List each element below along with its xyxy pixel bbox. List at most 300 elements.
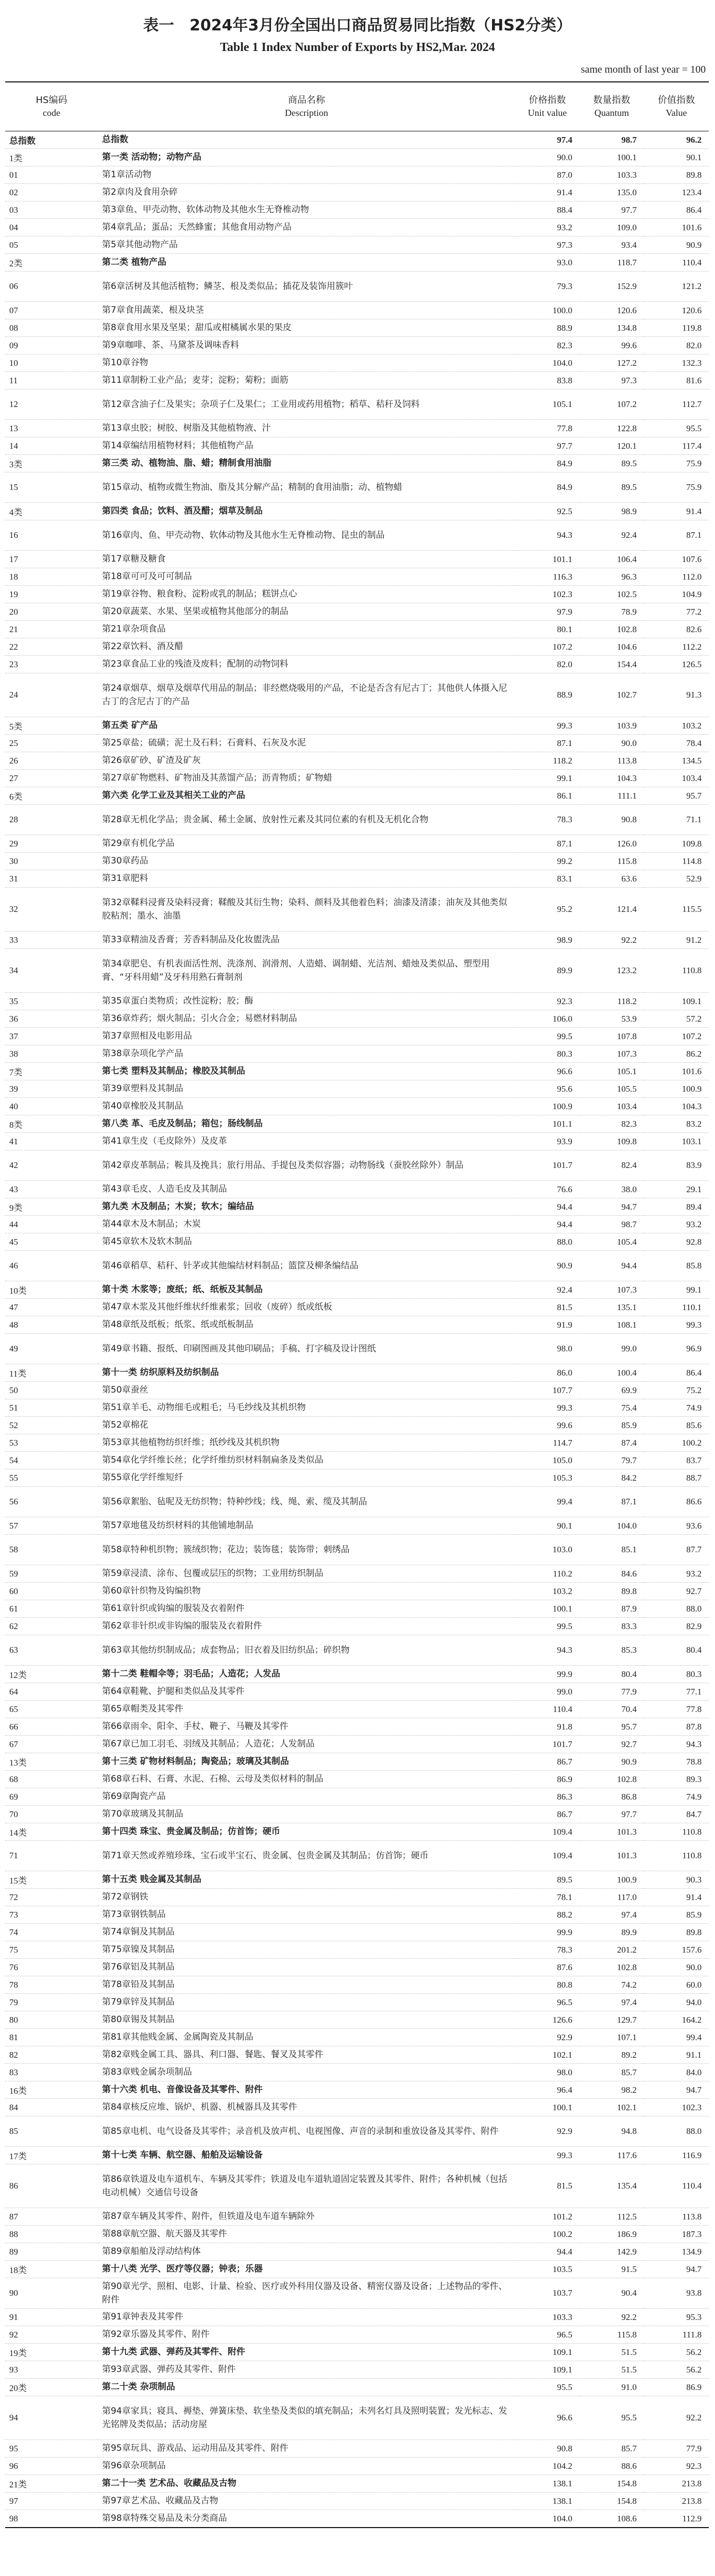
cell-unit-value: 93.2 <box>515 219 580 236</box>
cell-unit-value: 93.0 <box>515 254 580 272</box>
cell-value: 100.2 <box>644 1434 709 1452</box>
cell-unit-value: 90.8 <box>515 2440 580 2458</box>
cell-value: 213.8 <box>644 2493 709 2510</box>
cell-quantum: 85.1 <box>580 1535 644 1565</box>
cell-description: 第八类 革、毛皮及制品；箱包；肠线制品 <box>98 1115 515 1133</box>
cell-description: 第26章矿砂、矿渣及矿灰 <box>98 752 515 770</box>
table-row <box>5 1535 709 1565</box>
cell-value: 75.2 <box>644 1382 709 1399</box>
section-row <box>5 2344 709 2361</box>
cell-unit-value: 84.9 <box>515 472 580 503</box>
cell-quantum: 135.1 <box>580 1299 644 1316</box>
cell-description: 第十九类 武器、弹药及其零件、附件 <box>98 2344 515 2361</box>
cell-quantum: 92.7 <box>580 1736 644 1753</box>
cell-description: 第66章雨伞、阳伞、手杖、鞭子、马鞭及其零件 <box>98 1718 515 1736</box>
cell-description: 第85章电机、电气设备及其零件；录音机及放声机、电视图像、声音的录制和重放设备及其零件、附件 <box>98 2116 515 2147</box>
cell-value: 87.8 <box>644 1718 709 1736</box>
cell-quantum: 87.9 <box>580 1600 644 1618</box>
table-row <box>5 551 709 568</box>
cell-unit-value: 101.7 <box>515 1736 580 1753</box>
cell-unit-value: 100.9 <box>515 1098 580 1115</box>
cell-quantum: 53.9 <box>580 1010 644 1028</box>
cell-quantum: 154.4 <box>580 656 644 673</box>
cell-quantum: 102.8 <box>580 1771 644 1788</box>
cell-unit-value: 91.4 <box>515 184 580 201</box>
table-row <box>5 1045 709 1063</box>
cell-quantum: 77.9 <box>580 1683 644 1701</box>
cell-quantum: 95.7 <box>580 1718 644 1736</box>
cell-description: 第46章稻草、秸秆、针茅或其他编结材料制品；篮筐及柳条编结品 <box>98 1251 515 1281</box>
table-row <box>5 1251 709 1281</box>
table-row <box>5 2458 709 2475</box>
cell-code: 37 <box>5 1028 98 1045</box>
table-row <box>5 302 709 319</box>
cell-description: 第49章书籍、报纸、印刷图画及其他印刷品；手稿、打字稿及设计图纸 <box>98 1334 515 1364</box>
cell-value: 101.6 <box>644 219 709 236</box>
cell-code: 26 <box>5 752 98 770</box>
table-row <box>5 1736 709 1753</box>
cell-description: 第36章炸药；烟火制品；引火合金；易燃材料制品 <box>98 1010 515 1028</box>
cell-code: 48 <box>5 1316 98 1334</box>
cell-quantum: 89.5 <box>580 455 644 472</box>
table-row <box>5 2243 709 2261</box>
table-row <box>5 1382 709 1399</box>
cell-value: 134.9 <box>644 2243 709 2261</box>
table-row <box>5 1788 709 1806</box>
cell-description: 第78章铅及其制品 <box>98 1976 515 1994</box>
cell-description: 第97章艺术品、收藏品及古物 <box>98 2493 515 2510</box>
cell-quantum: 108.6 <box>580 2510 644 2528</box>
table-row <box>5 1517 709 1535</box>
cell-unit-value: 94.4 <box>515 1216 580 1233</box>
cell-quantum: 112.5 <box>580 2208 644 2226</box>
cell-quantum: 103.4 <box>580 1098 644 1115</box>
cell-value: 95.3 <box>644 2309 709 2326</box>
table-row <box>5 2326 709 2344</box>
cell-unit-value: 89.9 <box>515 949 580 993</box>
cell-value: 87.7 <box>644 1535 709 1565</box>
cell-value: 89.8 <box>644 1924 709 1941</box>
cell-quantum: 118.7 <box>580 254 644 272</box>
cell-code: 75 <box>5 1941 98 1959</box>
cell-code: 44 <box>5 1216 98 1233</box>
cell-unit-value: 102.1 <box>515 2046 580 2064</box>
cell-description: 第十六类 机电、音像设备及其零件、附件 <box>98 2081 515 2099</box>
cell-value: 83.9 <box>644 1150 709 1181</box>
cell-unit-value: 99.0 <box>515 1683 580 1701</box>
cell-value: 82.0 <box>644 337 709 354</box>
cell-quantum: 89.2 <box>580 2046 644 2064</box>
table-row <box>5 1299 709 1316</box>
cell-quantum: 104.0 <box>580 1517 644 1535</box>
cell-code: 9类 <box>5 1198 98 1216</box>
cell-quantum: 90.0 <box>580 735 644 752</box>
cell-value: 91.4 <box>644 1889 709 1906</box>
cell-code: 13类 <box>5 1753 98 1771</box>
table-row <box>5 1434 709 1452</box>
cell-quantum: 79.7 <box>580 1452 644 1469</box>
cell-code: 3类 <box>5 455 98 472</box>
cell-value: 187.3 <box>644 2226 709 2243</box>
cell-value: 71.1 <box>644 805 709 835</box>
column-header-value: 价值指数 Value <box>658 95 695 118</box>
cell-code: 81 <box>5 2029 98 2046</box>
cell-description: 第64章鞋靴、护腿和类似品及其零件 <box>98 1683 515 1701</box>
cell-code: 57 <box>5 1517 98 1535</box>
section-row <box>5 787 709 805</box>
cell-value: 103.4 <box>644 770 709 787</box>
cell-quantum: 105.5 <box>580 1080 644 1098</box>
cell-value: 92.7 <box>644 1583 709 1600</box>
table-row <box>5 1959 709 1976</box>
cell-description: 第75章镍及其制品 <box>98 1941 515 1959</box>
cell-quantum: 108.1 <box>580 1316 644 1334</box>
cell-unit-value: 84.9 <box>515 455 580 472</box>
table-row <box>5 437 709 455</box>
cell-value: 88.7 <box>644 1469 709 1487</box>
cell-unit-value: 90.0 <box>515 149 580 166</box>
cell-code: 08 <box>5 319 98 337</box>
cell-code: 93 <box>5 2361 98 2379</box>
cell-code: 92 <box>5 2326 98 2344</box>
table-row <box>5 805 709 835</box>
cell-code: 25 <box>5 735 98 752</box>
cell-quantum: 80.4 <box>580 1666 644 1683</box>
cell-code: 19 <box>5 586 98 603</box>
cell-description: 第63章其他纺织制成品；成套物品；旧衣着及旧纺织品；碎织物 <box>98 1635 515 1666</box>
column-header-quantum: 数量指数 Quantum <box>593 95 631 118</box>
cell-unit-value: 94.3 <box>515 520 580 551</box>
table-row <box>5 1583 709 1600</box>
cell-unit-value: 95.6 <box>515 1080 580 1098</box>
cell-description: 第十五类 贱金属及其制品 <box>98 1871 515 1889</box>
cell-code: 32 <box>5 888 98 931</box>
cell-value: 111.8 <box>644 2326 709 2344</box>
table-row <box>5 1941 709 1959</box>
cell-value: 86.4 <box>644 1364 709 1382</box>
cell-description: 第13章虫胶；树胶、树脂及其他植物液、汁 <box>98 420 515 437</box>
cell-unit-value: 87.1 <box>515 835 580 853</box>
cell-description: 第54章化学纤维长丝；化学纤维纺织材料制扁条及类似品 <box>98 1452 515 1469</box>
cell-value: 88.0 <box>644 1600 709 1618</box>
cell-quantum: 94.4 <box>580 1251 644 1281</box>
cell-description: 第91章钟表及其零件 <box>98 2309 515 2326</box>
cell-description: 第32章鞣料浸膏及染料浸膏；鞣酸及其衍生物；染料、颜料及其他着色料；油漆及清漆；油灰及其他类似胶粘剂；墨水、油墨 <box>98 888 515 931</box>
cell-quantum: 93.4 <box>580 236 644 254</box>
cell-description: 第30章药品 <box>98 853 515 870</box>
cell-code: 64 <box>5 1683 98 1701</box>
table-row <box>5 1635 709 1666</box>
section-row <box>5 717 709 735</box>
cell-unit-value: 102.3 <box>515 586 580 603</box>
cell-description: 第十三类 矿物材料制品；陶瓷品；玻璃及其制品 <box>98 1753 515 1771</box>
cell-value: 99.3 <box>644 1316 709 1334</box>
cell-code: 20 <box>5 603 98 621</box>
cell-code: 82 <box>5 2046 98 2064</box>
cell-quantum: 104.3 <box>580 770 644 787</box>
cell-description: 第93章武器、弹药及其零件、附件 <box>98 2361 515 2379</box>
table-row <box>5 1010 709 1028</box>
section-row <box>5 2261 709 2278</box>
cell-code: 63 <box>5 1635 98 1666</box>
cell-value: 86.4 <box>644 201 709 219</box>
cell-quantum: 63.6 <box>580 870 644 888</box>
cell-unit-value: 94.4 <box>515 1198 580 1216</box>
cell-code: 15类 <box>5 1871 98 1889</box>
cell-description: 第51章羊毛、动物细毛或粗毛；马毛纱线及其机织物 <box>98 1399 515 1417</box>
cell-description: 第28章无机化学品；贵金属、稀土金属、放射性元素及其同位素的有机及无机化合物 <box>98 805 515 835</box>
cell-quantum: 82.4 <box>580 1150 644 1181</box>
cell-unit-value: 88.9 <box>515 319 580 337</box>
cell-description: 第62章非针织或非钩编的服装及衣着附件 <box>98 1618 515 1635</box>
cell-code: 76 <box>5 1959 98 1976</box>
cell-unit-value: 114.7 <box>515 1434 580 1452</box>
table-row <box>5 1565 709 1583</box>
cell-code: 16 <box>5 520 98 551</box>
cell-unit-value: 80.1 <box>515 621 580 638</box>
cell-value: 120.6 <box>644 302 709 319</box>
cell-description: 第18章可可及可可制品 <box>98 568 515 586</box>
cell-unit-value: 86.9 <box>515 1771 580 1788</box>
cell-unit-value: 86.0 <box>515 1364 580 1382</box>
cell-description: 第95章玩具、游戏品、运动用品及其零件、附件 <box>98 2440 515 2458</box>
cell-value: 85.6 <box>644 1417 709 1434</box>
cell-description: 第87章车辆及其零件、附件，但铁道及电车道车辆除外 <box>98 2208 515 2226</box>
cell-description: 第60章针织物及钩编织物 <box>98 1583 515 1600</box>
cell-value: 57.2 <box>644 1010 709 1028</box>
cell-code: 65 <box>5 1701 98 1718</box>
table-row <box>5 1841 709 1871</box>
cell-value: 110.8 <box>644 1841 709 1871</box>
cell-value: 119.8 <box>644 319 709 337</box>
cell-description: 第90章光学、照相、电影、计量、检验、医疗或外科用仪器及设备、精密仪器及设备；上述物品的零件、附件 <box>98 2278 515 2309</box>
cell-description: 第92章乐器及其零件、附件 <box>98 2326 515 2344</box>
table-row <box>5 1098 709 1115</box>
cell-unit-value: 99.2 <box>515 853 580 870</box>
cell-code: 31 <box>5 870 98 888</box>
total-row <box>5 131 709 149</box>
cell-value: 77.9 <box>644 2440 709 2458</box>
cell-quantum: 87.1 <box>580 1487 644 1517</box>
cell-unit-value: 100.2 <box>515 2226 580 2243</box>
cell-quantum: 117.6 <box>580 2147 644 2164</box>
cell-code: 53 <box>5 1434 98 1452</box>
cell-code: 21类 <box>5 2475 98 2493</box>
cell-unit-value: 105.0 <box>515 1452 580 1469</box>
cell-quantum: 102.8 <box>580 1959 644 1976</box>
cell-value: 95.5 <box>644 420 709 437</box>
cell-description: 第47章木浆及其他纤维状纤维素浆；回收（废碎）纸或纸板 <box>98 1299 515 1316</box>
cell-value: 115.5 <box>644 888 709 931</box>
table-row <box>5 2440 709 2458</box>
cell-code: 13 <box>5 420 98 437</box>
cell-value: 77.1 <box>644 1683 709 1701</box>
cell-value: 74.9 <box>644 1788 709 1806</box>
cell-quantum: 84.6 <box>580 1565 644 1583</box>
cell-value: 103.1 <box>644 1133 709 1150</box>
cell-code: 83 <box>5 2064 98 2081</box>
cell-value: 29.1 <box>644 1181 709 1198</box>
cell-description: 第86章铁道及电车道机车、车辆及其零件；铁道及电车道轨道固定装置及其零件、附件；各种机械（包括电动机械）交通信号设备 <box>98 2164 515 2208</box>
cell-description: 第34章肥皂、有机表面活性剂、洗涤剂、润滑剂、人造蜡、调制蜡、光洁剂、蜡烛及类似品、塑型用膏、“牙科用蜡”及牙科用熟石膏制剂 <box>98 949 515 993</box>
cell-description: 总指数 <box>98 131 515 149</box>
table-row <box>5 835 709 853</box>
cell-unit-value: 97.3 <box>515 236 580 254</box>
table-row <box>5 1216 709 1233</box>
cell-description: 第68章石料、石膏、水泥、石棉、云母及类似材料的制品 <box>98 1771 515 1788</box>
table-row <box>5 735 709 752</box>
cell-unit-value: 86.7 <box>515 1806 580 1823</box>
section-row <box>5 1198 709 1216</box>
cell-value: 92.3 <box>644 2458 709 2475</box>
section-row <box>5 1364 709 1382</box>
cell-value: 86.6 <box>644 1487 709 1517</box>
cell-quantum: 102.5 <box>580 586 644 603</box>
cell-unit-value: 77.8 <box>515 420 580 437</box>
section-row <box>5 1063 709 1080</box>
cell-quantum: 102.7 <box>580 673 644 717</box>
table-row <box>5 1316 709 1334</box>
cell-code: 09 <box>5 337 98 354</box>
cell-unit-value: 104.0 <box>515 354 580 372</box>
cell-description: 第六类 化学工业及其相关工业的产品 <box>98 787 515 805</box>
table-row <box>5 2493 709 2510</box>
cell-unit-value: 95.5 <box>515 2379 580 2396</box>
cell-quantum: 118.2 <box>580 993 644 1010</box>
cell-unit-value: 78.1 <box>515 1889 580 1906</box>
cell-code: 50 <box>5 1382 98 1399</box>
cell-unit-value: 107.7 <box>515 1382 580 1399</box>
cell-quantum: 186.9 <box>580 2226 644 2243</box>
cell-description: 第21章杂项食品 <box>98 621 515 638</box>
cell-unit-value: 99.1 <box>515 770 580 787</box>
cell-quantum: 69.9 <box>580 1382 644 1399</box>
cell-value: 107.2 <box>644 1028 709 1045</box>
cell-quantum: 101.3 <box>580 1841 644 1871</box>
cell-code: 1类 <box>5 149 98 166</box>
table-row <box>5 1150 709 1181</box>
cell-code: 12 <box>5 389 98 420</box>
cell-value: 88.0 <box>644 2116 709 2147</box>
table-row <box>5 1028 709 1045</box>
cell-code: 62 <box>5 1618 98 1635</box>
cell-code: 17类 <box>5 2147 98 2164</box>
cell-code: 8类 <box>5 1115 98 1133</box>
cell-code: 16类 <box>5 2081 98 2099</box>
cell-value: 82.9 <box>644 1618 709 1635</box>
cell-code: 15 <box>5 472 98 503</box>
cell-description: 第十七类 车辆、航空器、船舶及运输设备 <box>98 2147 515 2164</box>
cell-unit-value: 103.3 <box>515 2309 580 2326</box>
cell-unit-value: 79.3 <box>515 272 580 302</box>
cell-value: 89.4 <box>644 1198 709 1216</box>
cell-quantum: 51.5 <box>580 2361 644 2379</box>
table-row <box>5 1133 709 1150</box>
cell-unit-value: 116.3 <box>515 568 580 586</box>
cell-unit-value: 96.5 <box>515 1994 580 2011</box>
cell-unit-value: 96.4 <box>515 2081 580 2099</box>
cell-code: 85 <box>5 2116 98 2147</box>
cell-description: 第44章木及木制品；木炭 <box>98 1216 515 1233</box>
cell-code: 51 <box>5 1399 98 1417</box>
section-row <box>5 1666 709 1683</box>
table-row <box>5 272 709 302</box>
cell-description: 第70章玻璃及其制品 <box>98 1806 515 1823</box>
cell-value: 93.2 <box>644 1565 709 1583</box>
cell-quantum: 85.7 <box>580 2064 644 2081</box>
cell-quantum: 98.7 <box>580 1216 644 1233</box>
cell-unit-value: 109.1 <box>515 2344 580 2361</box>
cell-quantum: 86.8 <box>580 1788 644 1806</box>
cell-description: 第10章谷物 <box>98 354 515 372</box>
table-row <box>5 1452 709 1469</box>
table-row <box>5 949 709 993</box>
cell-quantum: 201.2 <box>580 1941 644 1959</box>
cell-description: 第四类 食品；饮料、酒及醋；烟草及制品 <box>98 503 515 520</box>
table-row <box>5 1889 709 1906</box>
cell-description: 第48章纸及纸板；纸浆、纸或纸板制品 <box>98 1316 515 1334</box>
cell-quantum: 105.1 <box>580 1063 644 1080</box>
cell-quantum: 154.8 <box>580 2475 644 2493</box>
cell-description: 第67章已加工羽毛、羽绒及其制品；人造花；人发制品 <box>98 1736 515 1753</box>
cell-quantum: 97.4 <box>580 1906 644 1924</box>
cell-value: 91.3 <box>644 673 709 717</box>
page-subtitle-en: Table 1 Index Number of Exports by HS2,Mar. 2024 <box>220 41 495 54</box>
cell-unit-value: 94.4 <box>515 2243 580 2261</box>
cell-value: 117.4 <box>644 437 709 455</box>
cell-value: 113.8 <box>644 2208 709 2226</box>
cell-quantum: 97.7 <box>580 201 644 219</box>
cell-unit-value: 99.9 <box>515 1924 580 1941</box>
cell-value: 92.2 <box>644 2396 709 2440</box>
cell-quantum: 135.4 <box>580 2164 644 2208</box>
cell-code: 59 <box>5 1565 98 1583</box>
table-row <box>5 603 709 621</box>
cell-quantum: 107.1 <box>580 2029 644 2046</box>
cell-code: 02 <box>5 184 98 201</box>
cell-description: 第23章食品工业的残渣及废料；配制的动物饲料 <box>98 656 515 673</box>
table-row <box>5 1718 709 1736</box>
cell-value: 95.7 <box>644 787 709 805</box>
table-row <box>5 870 709 888</box>
cell-value: 86.2 <box>644 1045 709 1063</box>
cell-code: 42 <box>5 1150 98 1181</box>
cell-code: 72 <box>5 1889 98 1906</box>
cell-code: 30 <box>5 853 98 870</box>
cell-unit-value: 91.8 <box>515 1718 580 1736</box>
cell-quantum: 120.1 <box>580 437 644 455</box>
cell-unit-value: 101.1 <box>515 551 580 568</box>
cell-unit-value: 88.4 <box>515 201 580 219</box>
cell-description: 第25章盐；硫磺；泥土及石料；石膏料、石灰及水泥 <box>98 735 515 752</box>
cell-unit-value: 97.9 <box>515 603 580 621</box>
cell-unit-value: 89.5 <box>515 1871 580 1889</box>
cell-code: 60 <box>5 1583 98 1600</box>
table-row <box>5 1771 709 1788</box>
cell-code: 34 <box>5 949 98 993</box>
table-row <box>5 219 709 236</box>
cell-description: 第31章肥料 <box>98 870 515 888</box>
table-row <box>5 656 709 673</box>
cell-description: 第59章浸渍、涂布、包覆或层压的织物；工业用纺织制品 <box>98 1565 515 1583</box>
cell-code: 98 <box>5 2510 98 2528</box>
cell-unit-value: 86.7 <box>515 1753 580 1771</box>
cell-quantum: 104.6 <box>580 638 644 656</box>
cell-quantum: 111.1 <box>580 787 644 805</box>
cell-value: 87.1 <box>644 520 709 551</box>
cell-code: 67 <box>5 1736 98 1753</box>
cell-quantum: 74.2 <box>580 1976 644 1994</box>
